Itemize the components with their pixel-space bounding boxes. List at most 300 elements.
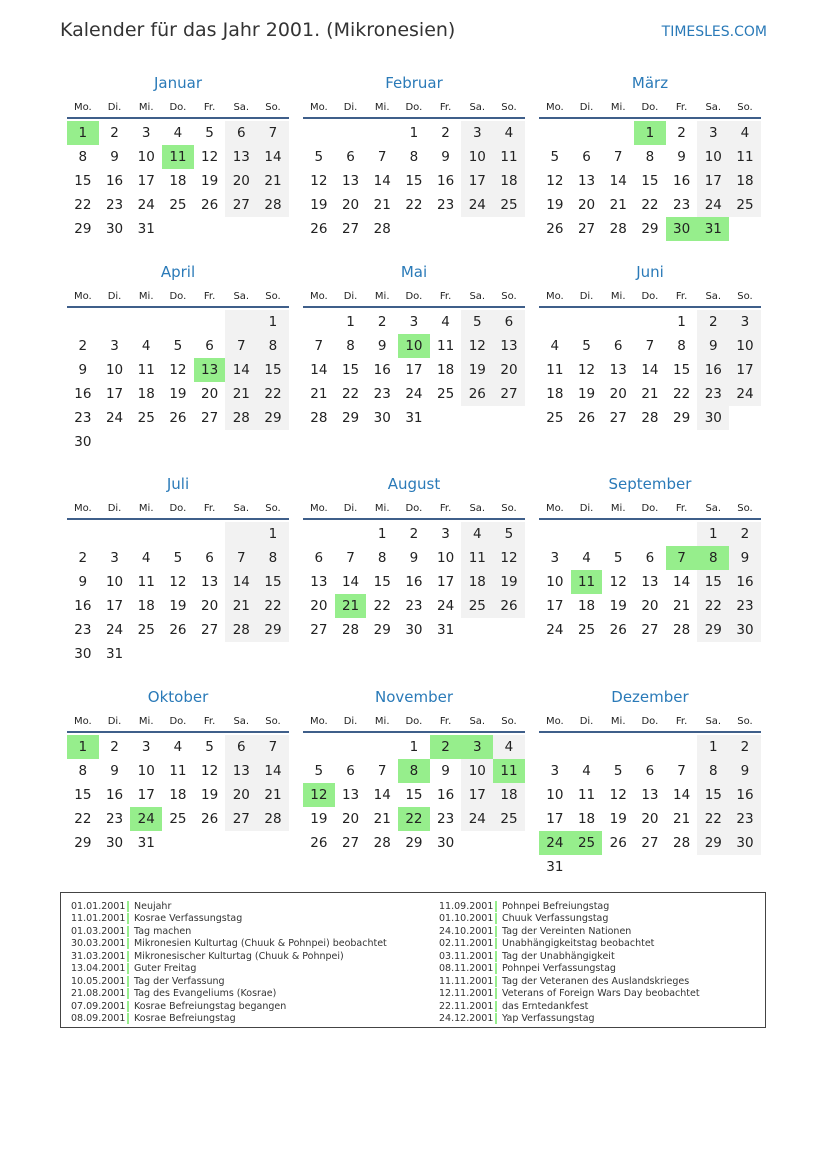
weekday-label: Fr.	[675, 502, 688, 514]
day: 18	[169, 173, 187, 189]
day: 6	[582, 149, 591, 165]
day: 28	[673, 835, 691, 851]
day: 7	[314, 338, 324, 354]
weekday-label: So.	[265, 290, 281, 302]
day: 2	[110, 125, 119, 141]
weekday-header	[303, 498, 525, 520]
weekday-label: Mo.	[73, 290, 92, 302]
day: 30	[729, 831, 761, 855]
day-grid	[67, 522, 289, 666]
day: 13	[341, 173, 360, 189]
day: 31	[137, 221, 155, 237]
day: 10	[461, 759, 493, 783]
day: 24	[461, 193, 493, 217]
holiday-marker	[495, 901, 497, 912]
day: 14	[257, 759, 289, 783]
day: 17	[105, 598, 124, 614]
weekday-label: Fr.	[675, 101, 688, 113]
weekday-label: Do.	[405, 101, 423, 113]
day: 31	[546, 859, 564, 875]
holiday-name: Yap Verfassungstag	[502, 1013, 595, 1025]
holiday-marker	[127, 988, 129, 999]
holiday-name: Pohnpei Verfassungstag	[502, 963, 616, 975]
day: 18	[546, 386, 564, 402]
day: 7	[377, 763, 387, 779]
day: 30	[74, 646, 92, 662]
day: 24	[546, 622, 564, 638]
weekday-label: Di.	[579, 101, 594, 113]
day: 20	[225, 169, 257, 193]
day: 25	[169, 811, 187, 827]
weekday-label: Mi.	[610, 101, 626, 113]
month-name: November	[374, 688, 454, 706]
day: 17	[546, 811, 564, 827]
day: 21	[641, 386, 659, 402]
day: 15	[405, 173, 423, 189]
weekday-header	[539, 286, 761, 308]
day: 26	[461, 382, 493, 406]
day: 11	[137, 362, 155, 378]
holiday-marker	[495, 926, 497, 937]
empty-cell	[162, 310, 194, 334]
day: 31	[405, 410, 423, 426]
day: 19	[169, 598, 187, 614]
legend-row	[71, 913, 387, 926]
month-name: Juli	[166, 475, 190, 493]
day: 12	[169, 362, 187, 378]
holiday-date: 07.09.2001	[71, 1000, 126, 1012]
holiday-name: Tag machen	[134, 925, 192, 937]
weekday-label: So.	[501, 101, 517, 113]
empty-cell	[634, 522, 666, 546]
holiday-day: 31	[697, 217, 729, 241]
holiday-day: 1	[67, 735, 99, 759]
day: 8	[645, 149, 655, 165]
day: 25	[437, 386, 455, 402]
holiday-day: 8	[697, 546, 729, 570]
day: 26	[310, 835, 328, 851]
weekday-label: Di.	[343, 502, 358, 514]
day: 16	[74, 386, 92, 402]
holiday-day: 7	[666, 546, 698, 570]
legend-row	[439, 1000, 700, 1013]
day: 30	[373, 410, 391, 426]
empty-cell	[634, 310, 666, 334]
page-title: Kalender für das Jahr 2001. (Mikronesien)	[60, 19, 456, 41]
day: 26	[201, 811, 219, 827]
weekday-label: Fr.	[439, 715, 452, 727]
month-7	[67, 474, 289, 666]
holiday-marker	[127, 938, 129, 949]
day: 29	[74, 221, 92, 237]
day: 9	[697, 334, 729, 358]
day: 14	[310, 362, 328, 378]
day: 4	[141, 550, 151, 566]
day-grid	[303, 310, 525, 430]
weekday-label: Di.	[343, 715, 358, 727]
day: 11	[729, 145, 761, 169]
day: 10	[137, 763, 155, 779]
day: 26	[493, 594, 525, 618]
day: 10	[105, 362, 124, 378]
weekday-label: Fr.	[203, 290, 216, 302]
day: 23	[673, 197, 691, 213]
day: 4	[582, 763, 591, 779]
weekday-label: Mi.	[138, 502, 154, 514]
month-name: Juni	[636, 263, 664, 281]
day: 24	[461, 807, 493, 831]
weekday-header	[303, 97, 525, 119]
holiday-day: 11	[162, 145, 194, 169]
day: 21	[257, 169, 289, 193]
day: 13	[609, 362, 627, 378]
weekday-label: Do.	[169, 502, 187, 514]
day: 16	[437, 173, 455, 189]
day: 15	[257, 358, 289, 382]
weekday-label: Mi.	[610, 290, 626, 302]
day: 16	[105, 173, 124, 189]
empty-cell	[335, 522, 367, 546]
day: 12	[201, 763, 219, 779]
holiday-marker	[495, 963, 497, 974]
holiday-marker	[127, 1013, 129, 1024]
holiday-marker	[495, 913, 497, 924]
day: 25	[546, 410, 564, 426]
day: 24	[105, 410, 124, 426]
day: 4	[550, 338, 560, 354]
day: 30	[697, 406, 729, 430]
day: 28	[341, 622, 360, 638]
holiday-name: das Erntedankfest	[502, 1000, 589, 1012]
day: 20	[310, 598, 328, 614]
day: 20	[609, 386, 627, 402]
weekday-label: Do.	[641, 502, 659, 514]
day: 18	[461, 570, 493, 594]
holiday-legend	[60, 892, 766, 1028]
day: 6	[645, 550, 655, 566]
empty-cell	[539, 735, 571, 759]
weekday-header	[67, 286, 289, 308]
day: 9	[441, 149, 450, 165]
day: 1	[409, 125, 419, 141]
day: 2	[110, 739, 119, 755]
weekday-label: So.	[265, 502, 281, 514]
day: 4	[729, 121, 761, 145]
day: 25	[493, 807, 525, 831]
holiday-name: Mikronesien Kulturtag (Chuuk & Pohnpei) beobachtet	[134, 938, 387, 950]
day: 3	[441, 526, 450, 542]
legend-column-right	[439, 900, 700, 1025]
day: 21	[673, 811, 691, 827]
day: 8	[257, 334, 289, 358]
holiday-day: 24	[130, 807, 162, 831]
day-grid	[539, 310, 761, 430]
weekday-label: So.	[501, 290, 517, 302]
month-5	[303, 262, 525, 430]
weekday-label: Mi.	[138, 715, 154, 727]
day: 29	[257, 618, 289, 642]
day: 3	[550, 763, 560, 779]
weekday-label: Fr.	[439, 502, 452, 514]
day: 23	[697, 382, 729, 406]
day: 3	[141, 125, 151, 141]
empty-cell	[162, 522, 194, 546]
empty-cell	[130, 522, 162, 546]
day: 12	[609, 574, 627, 590]
weekday-label: Sa.	[233, 101, 250, 113]
day: 3	[550, 550, 560, 566]
day: 22	[257, 594, 289, 618]
day: 13	[225, 759, 257, 783]
day-grid	[303, 121, 525, 241]
day: 27	[641, 622, 659, 638]
day: 2	[377, 314, 387, 330]
day: 23	[105, 811, 124, 827]
weekday-label: Sa.	[705, 101, 722, 113]
day: 13	[577, 173, 596, 189]
day: 5	[173, 550, 183, 566]
day: 11	[546, 362, 564, 378]
day: 6	[346, 763, 355, 779]
weekday-label: Do.	[405, 502, 423, 514]
day: 13	[225, 145, 257, 169]
legend-row	[439, 925, 700, 938]
day: 19	[461, 358, 493, 382]
day: 10	[461, 145, 493, 169]
day: 1	[677, 314, 686, 330]
day: 6	[613, 338, 623, 354]
empty-cell	[67, 310, 99, 334]
weekday-label: So.	[737, 290, 753, 302]
day: 20	[641, 598, 659, 614]
holiday-marker	[127, 976, 129, 987]
day-grid	[67, 735, 289, 855]
day: 29	[373, 622, 391, 638]
weekday-header	[539, 97, 761, 119]
weekday-label: Do.	[641, 715, 659, 727]
month-9	[539, 474, 761, 642]
day: 4	[461, 522, 493, 546]
day: 11	[577, 787, 596, 803]
day: 11	[437, 338, 455, 354]
weekday-label: Mi.	[610, 715, 626, 727]
holiday-name: Pohnpei Befreiungstag	[502, 900, 610, 912]
day: 22	[641, 197, 659, 213]
month-2	[303, 73, 525, 241]
weekday-label: Mi.	[610, 502, 626, 514]
day: 16	[74, 598, 92, 614]
day: 18	[577, 598, 596, 614]
day: 15	[373, 574, 391, 590]
holiday-day: 11	[493, 759, 525, 783]
month-4	[67, 262, 289, 454]
day: 8	[409, 149, 419, 165]
day: 7	[225, 546, 257, 570]
day: 26	[546, 221, 564, 237]
day: 6	[493, 310, 525, 334]
weekday-header	[303, 286, 525, 308]
day: 21	[257, 783, 289, 807]
day: 9	[677, 149, 686, 165]
weekday-label: So.	[737, 101, 753, 113]
holiday-marker	[127, 1001, 129, 1012]
site-link[interactable]: TIMESLES.COM	[661, 24, 767, 40]
day: 25	[137, 622, 155, 638]
day: 22	[373, 598, 391, 614]
holiday-date: 12.11.2001	[439, 988, 494, 1000]
day: 27	[341, 835, 360, 851]
day: 11	[137, 574, 155, 590]
day: 20	[225, 783, 257, 807]
holiday-name: Tag der Unabhängigkeit	[502, 950, 615, 962]
day: 10	[729, 334, 761, 358]
weekday-label: Mo.	[309, 101, 328, 113]
empty-cell	[602, 121, 634, 145]
holiday-date: 21.08.2001	[71, 988, 126, 1000]
day: 13	[341, 787, 360, 803]
weekday-label: Mo.	[73, 715, 92, 727]
day: 5	[493, 522, 525, 546]
day: 30	[105, 835, 124, 851]
weekday-header	[303, 711, 525, 733]
day: 15	[641, 173, 659, 189]
weekday-label: Fr.	[439, 101, 452, 113]
empty-cell	[335, 735, 367, 759]
empty-cell	[99, 522, 131, 546]
day: 10	[697, 145, 729, 169]
day: 12	[546, 173, 564, 189]
weekday-label: Fr.	[439, 290, 452, 302]
month-11	[303, 687, 525, 855]
day: 9	[377, 338, 387, 354]
weekday-label: Sa.	[469, 101, 486, 113]
day: 28	[257, 193, 289, 217]
day: 26	[310, 221, 328, 237]
day: 27	[225, 193, 257, 217]
day: 17	[461, 169, 493, 193]
holiday-day: 21	[335, 594, 367, 618]
day: 19	[310, 811, 328, 827]
holiday-date: 01.03.2001	[71, 925, 126, 937]
empty-cell	[571, 310, 603, 334]
weekday-label: Sa.	[233, 715, 250, 727]
day: 15	[405, 787, 423, 803]
day: 2	[78, 338, 88, 354]
day: 9	[110, 763, 119, 779]
day: 30	[105, 221, 124, 237]
holiday-name: Veterans of Foreign Wars Day beobachtet	[502, 988, 700, 1000]
weekday-label: Sa.	[705, 290, 722, 302]
day: 12	[310, 173, 328, 189]
day: 28	[310, 410, 328, 426]
legend-row	[439, 1013, 700, 1026]
day: 13	[493, 334, 525, 358]
day: 14	[225, 358, 257, 382]
legend-row	[439, 975, 700, 988]
day: 21	[225, 382, 257, 406]
weekday-label: Mo.	[545, 101, 564, 113]
weekday-label: Mo.	[545, 715, 564, 727]
day: 22	[697, 594, 729, 618]
day: 22	[257, 382, 289, 406]
holiday-date: 24.12.2001	[439, 1013, 494, 1025]
weekday-label: Di.	[579, 715, 594, 727]
day: 26	[201, 197, 219, 213]
day: 29	[341, 410, 360, 426]
holiday-date: 02.11.2001	[439, 938, 494, 950]
holiday-name: Kosrae Verfassungstag	[134, 913, 243, 925]
day: 3	[110, 338, 119, 354]
holiday-date: 10.05.2001	[71, 975, 126, 987]
day: 5	[314, 149, 324, 165]
weekday-label: Mo.	[73, 502, 92, 514]
day: 29	[641, 221, 659, 237]
day: 18	[577, 811, 596, 827]
day: 23	[729, 807, 761, 831]
weekday-label: Sa.	[469, 290, 486, 302]
day: 8	[677, 338, 686, 354]
day: 15	[697, 783, 729, 807]
weekday-label: Fr.	[203, 715, 216, 727]
day: 12	[201, 149, 219, 165]
weekday-label: Do.	[169, 715, 187, 727]
weekday-label: Mo.	[309, 290, 328, 302]
day: 4	[173, 125, 183, 141]
day: 4	[493, 121, 525, 145]
day: 16	[405, 574, 423, 590]
weekday-header	[67, 97, 289, 119]
holiday-date: 11.01.2001	[71, 913, 126, 925]
holiday-date: 24.10.2001	[439, 925, 494, 937]
weekday-label: Mi.	[374, 101, 390, 113]
day: 25	[169, 197, 187, 213]
day: 21	[310, 386, 328, 402]
day: 2	[78, 550, 88, 566]
weekday-label: Fr.	[203, 101, 216, 113]
day: 6	[205, 550, 214, 566]
holiday-date: 30.03.2001	[71, 938, 126, 950]
holiday-day: 2	[430, 735, 462, 759]
holiday-day: 10	[398, 334, 430, 358]
day: 20	[577, 197, 596, 213]
day: 7	[346, 550, 355, 566]
weekday-label: Mo.	[545, 502, 564, 514]
empty-cell	[539, 121, 571, 145]
day: 5	[205, 125, 214, 141]
weekday-label: Mo.	[309, 715, 328, 727]
weekday-label: Di.	[343, 290, 358, 302]
empty-cell	[130, 310, 162, 334]
day: 17	[729, 358, 761, 382]
day: 10	[546, 574, 564, 590]
weekday-header	[67, 498, 289, 520]
month-6	[539, 262, 761, 430]
holiday-marker	[127, 963, 129, 974]
day: 29	[257, 406, 289, 430]
weekday-label: Sa.	[233, 502, 250, 514]
month-name: April	[160, 263, 196, 281]
empty-cell	[194, 310, 226, 334]
day: 3	[697, 121, 729, 145]
holiday-name: Tag der Vereinten Nationen	[502, 925, 632, 937]
holiday-date: 08.11.2001	[439, 963, 494, 975]
day: 15	[74, 787, 92, 803]
day: 24	[729, 382, 761, 406]
empty-cell	[99, 310, 131, 334]
month-name: September	[608, 475, 692, 493]
day: 21	[609, 197, 627, 213]
holiday-day: 12	[303, 783, 335, 807]
